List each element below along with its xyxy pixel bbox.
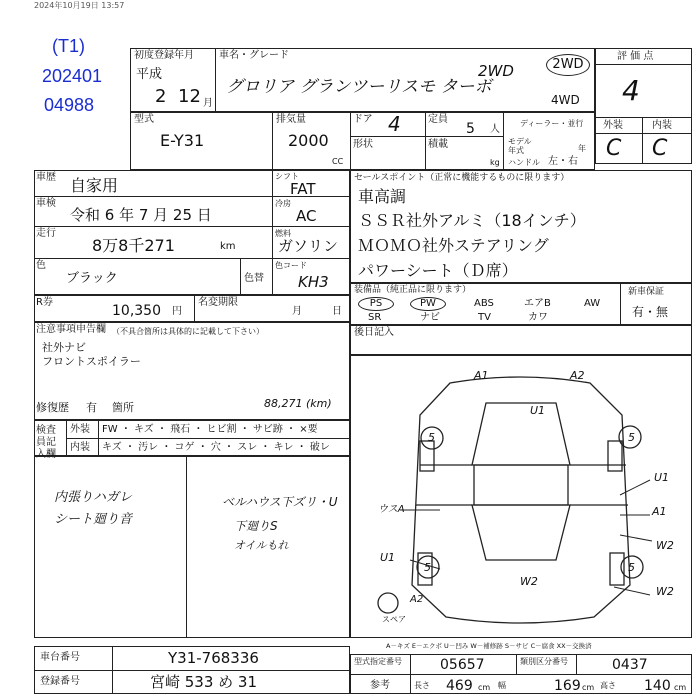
length-value: 469 — [446, 678, 473, 694]
seats-value: 5 — [466, 121, 475, 137]
era: 平成 — [136, 67, 163, 82]
recycle-value: 10,350 — [112, 303, 161, 319]
mileage-label: 走行 — [36, 228, 56, 239]
recycle-unit: 円 — [172, 306, 182, 317]
score-value: 4 — [622, 74, 640, 107]
shift-label: シフト — [275, 172, 299, 181]
mark-w2-rr: W2 — [656, 585, 674, 598]
model-label: 車名・グレード — [219, 50, 289, 61]
cc-value: 2000 — [288, 131, 329, 150]
exterior-grade: C — [606, 136, 622, 161]
drive-hand: 2WD — [478, 62, 514, 80]
equip-sr: SR — [368, 312, 382, 323]
name-change-day: 日 — [332, 306, 342, 317]
class-label: 類別区分番号 — [520, 657, 568, 666]
cc-label: 排気量 — [276, 114, 306, 125]
dealer-label: ディーラー・並行 — [520, 119, 584, 128]
mark-5-rl: 5 — [424, 561, 431, 574]
cc-unit: CC — [332, 157, 344, 166]
mark-a1-right: A1 — [652, 505, 667, 518]
mark-5-fr: 5 — [628, 431, 635, 444]
color-code-value: KH3 — [298, 273, 329, 291]
damage-legend: A－キズ E－エクボ U－凹み W－補修跡 S－サビ C－腐食 XX－交換済 — [386, 642, 592, 650]
ac-value: AC — [296, 207, 317, 225]
recycle-label: R券 — [36, 297, 53, 308]
remark-right-1: ベルハウス下ズリ・U — [222, 495, 338, 509]
remark-left-2: シート廻り音 — [54, 512, 133, 527]
year-unit: 年 — [578, 144, 586, 153]
handle-label: ハンドル — [508, 158, 540, 167]
sales-point-2: ＳＳＲ社外アルミ（18インチ） — [358, 211, 586, 230]
usage-label: 車歴 — [36, 172, 56, 183]
mark-a2-top: A2 — [570, 369, 585, 382]
remark-right-3: オイルもれ — [234, 539, 289, 552]
type-cert-value: 05657 — [440, 657, 485, 673]
load-unit: kg — [490, 158, 500, 167]
model-name: グロリア グランツーリスモ ターボ — [226, 77, 492, 97]
mark-a2-rear: A2 — [410, 594, 424, 605]
sales-points-label: セールスポイント（正常に機能するものに限ります） — [354, 173, 570, 183]
mark-u1-right: U1 — [654, 471, 670, 484]
chassis-value: Y31-768336 — [168, 649, 259, 667]
inspector-row1-label: 外装 — [70, 424, 90, 435]
name-change-label: 名変期限 — [198, 297, 238, 308]
type-value: E-Y31 — [160, 131, 205, 150]
length-unit: cm — [478, 683, 491, 692]
repair-value: 有 — [86, 401, 97, 414]
width-unit: cm — [582, 683, 595, 692]
repair-label: 修復歴 — [36, 401, 69, 414]
remark-right-2: 下廻りS — [234, 519, 278, 533]
color-label: 色 — [36, 260, 46, 271]
fuel-label: 燃料 — [275, 229, 291, 238]
height-value: 140 — [644, 678, 671, 694]
reg-month: 12 — [178, 86, 201, 107]
car-diagram — [350, 355, 692, 638]
header-timestamp: 2024年10月19日 13:57 — [34, 1, 125, 10]
seats-label: 定員 — [428, 114, 448, 125]
length-label: 長さ — [414, 681, 430, 690]
class-value: 0437 — [612, 657, 648, 673]
mark-w2-trunk: W2 — [520, 575, 538, 588]
inspector-label: 検査員記入欄 — [36, 425, 56, 460]
equip-pw: PW — [410, 297, 446, 311]
width-value: 169 — [554, 678, 581, 694]
retrofit-box — [350, 325, 692, 355]
sales-point-1: 車高調 — [358, 187, 407, 206]
sales-point-3: ＭＯＭＯ社外ステアリング — [358, 236, 549, 255]
sales-point-4: パワーシート（Ｄ席） — [358, 261, 518, 280]
plate-label: 登録番号 — [40, 676, 80, 687]
fuel-value: ガソリン — [278, 237, 339, 255]
type-cert-label: 型式指定番号 — [354, 657, 402, 666]
width-label: 幅 — [498, 681, 506, 690]
doors-label: ドア — [353, 114, 373, 125]
mileage-value: 8万8千271 — [92, 236, 175, 255]
inspection-value: 令和 6 年 7 月 25 日 — [70, 206, 212, 224]
equip-ps: PS — [358, 297, 394, 311]
inspector-row2: キズ ・ 汚レ ・ コゲ ・ 穴 ・ スレ ・ キレ ・ 破レ — [102, 442, 330, 453]
color-change-label: 色替 — [244, 273, 264, 284]
inspection-label: 車検 — [36, 198, 56, 209]
mark-5-rr: 5 — [628, 561, 635, 574]
handle-value: 左・右 — [548, 156, 578, 167]
note-line-2: フロントスポイラー — [42, 355, 141, 368]
seats-unit: 人 — [490, 124, 500, 135]
chassis-label: 車台番号 — [40, 652, 80, 663]
mileage-hand: 88,271 (km) — [264, 397, 332, 410]
inspector-row1: FW ・ キズ ・ 飛石 ・ ヒビ割 ・ サビ跡 ・ ×要 — [102, 424, 318, 435]
height-unit: cm — [674, 683, 687, 692]
plate-value: 宮崎 533 め 31 — [150, 673, 258, 691]
stamp-line3: 04988 — [44, 95, 95, 115]
ac-label: 冷房 — [275, 199, 291, 208]
new-car-warranty-value: 有・無 — [632, 305, 669, 319]
mileage-unit: km — [220, 241, 236, 252]
interior-label: 内装 — [652, 120, 672, 131]
name-change-month: 月 — [292, 306, 302, 317]
mark-u1-left: U1 — [380, 551, 396, 564]
equip-abs: ABS — [474, 298, 494, 309]
equipment-label: 装備品（純正品に限ります） — [354, 285, 472, 295]
exterior-label: 外装 — [603, 120, 623, 131]
equip-leather: カワ — [528, 312, 548, 323]
month-unit: 月 — [203, 98, 213, 109]
first-reg-label: 初度登録年月 — [134, 50, 194, 61]
usage-value: 自家用 — [70, 176, 119, 195]
stamp-line2: 202401 — [42, 66, 103, 86]
drive-2wd: 2WD — [546, 54, 590, 76]
equip-airbag: エアB — [524, 298, 551, 309]
new-car-warranty-label: 新車保証 — [628, 287, 665, 297]
recycle-box — [34, 295, 350, 322]
color-code-label: 色コード — [275, 261, 307, 270]
load-label: 積載 — [428, 139, 448, 150]
spare-label: スペア — [382, 615, 406, 624]
mark-u1-roof: U1 — [530, 404, 546, 417]
shape-label: 形状 — [353, 139, 373, 150]
inspector-row2-label: 内装 — [70, 442, 90, 453]
retrofit-label: 後日記入 — [354, 327, 394, 338]
mark-a1-top: A1 — [474, 369, 489, 382]
notes-label: 注意事項申告欄 — [36, 324, 106, 335]
remark-left-1: 内張りハガレ — [54, 490, 133, 505]
notes-sub-label: （不具合箇所は具体的に記載して下さい） — [112, 327, 264, 336]
mark-usa-left: ウスA — [378, 504, 405, 515]
shift-value: FAT — [290, 180, 316, 198]
interior-grade: C — [652, 136, 668, 161]
reg-year: 2 — [155, 86, 167, 107]
mark-5-fl: 5 — [428, 431, 435, 444]
score-label: 評 価 点 — [617, 51, 654, 62]
color-value: ブラック — [66, 271, 118, 286]
model-year-label: モデル 年式 — [508, 137, 532, 155]
drive-4wd: 4WD — [551, 93, 580, 107]
mark-w2-right: W2 — [656, 539, 674, 552]
doors-value: 4 — [388, 112, 401, 136]
equip-tv: TV — [478, 312, 491, 323]
repair-unit: 箇所 — [112, 401, 134, 414]
remarks-box — [34, 456, 350, 638]
height-label: 高さ — [600, 681, 616, 690]
ref-label: 参考 — [370, 680, 390, 691]
type-label: 型式 — [134, 114, 154, 125]
equip-navi: ナビ — [420, 312, 440, 323]
note-line-1: 社外ナビ — [42, 341, 86, 354]
stamp-line1: (T1) — [52, 36, 85, 56]
equip-aw: AW — [584, 298, 601, 309]
